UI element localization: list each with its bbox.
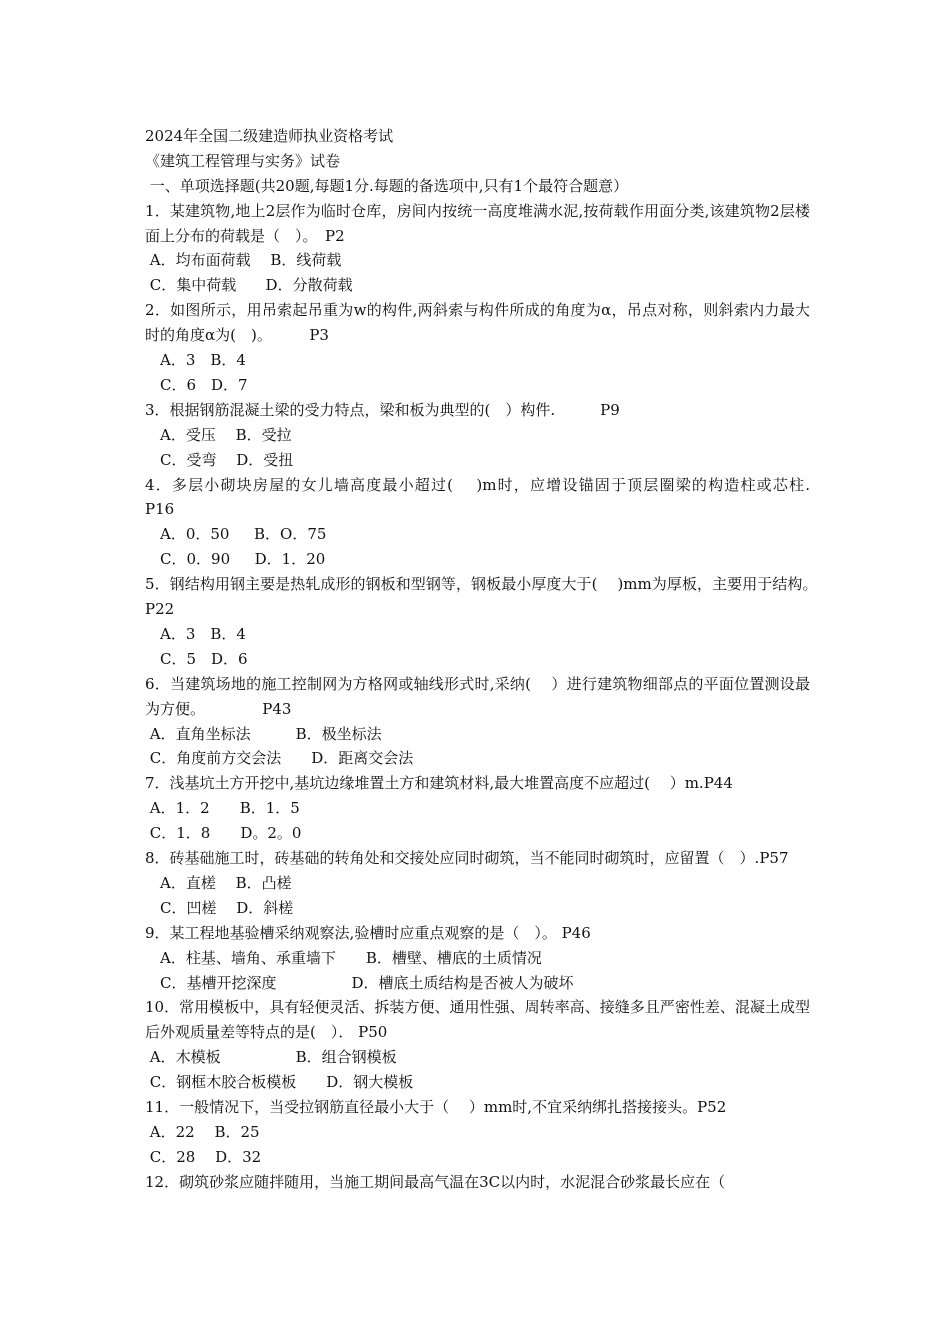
question-3-options-row-1: A．受压 B．受拉 — [145, 425, 292, 444]
question-7-options-row-2: C．1．8 D。2。0 — [145, 824, 302, 843]
question-11-options-row-2: C．28 D．32 — [145, 1147, 262, 1166]
question-1: 1．某建筑物,地上2层作为临时仓库，房间内按统一高度堆满水泥,按荷载作用面分类,该建筑物2层楼面上分布的荷载是（ ）。 P2 — [145, 201, 810, 245]
question-2: 2．如图所示，用吊索起吊重为w的构件,两斜索与构件所成的角度为α，吊点对称，则斜索内力最大时的角度α为( )。 P3 — [145, 301, 810, 345]
question-3-options-row-2: C．受弯 D．受扭 — [145, 450, 294, 469]
question-9-options-row-2: C．基槽开挖深度 D．槽底土质结构是否被人为破坏 — [145, 973, 574, 992]
question-2-options-row-1: A．3 B．4 — [145, 351, 246, 370]
question-11-options-row-1: A．22 B．25 — [145, 1122, 260, 1141]
question-6-options-row-2: C．角度前方交会法 D．距离交会法 — [145, 749, 414, 768]
question-1-options-row-2: C．集中荷载 D．分散荷载 — [145, 276, 353, 295]
question-4-options-row-2: C．0．90 D．1．20 — [145, 550, 326, 569]
question-8-options-row-1: A．直槎 B．凸槎 — [145, 873, 292, 892]
question-6: 6．当建筑场地的施工控制网为方格网或轴线形式时,采纳( ）进行建筑物细部点的平面位置测设最为方便。 P43 — [145, 674, 810, 718]
question-4: 4．多层小砌块房屋的女儿墙高度最小超过( )m时，应增设锚固于顶层圈梁的构造柱或芯柱. P16 — [145, 475, 856, 519]
question-5-options-row-2: C．5 D．6 — [145, 649, 248, 668]
document-body — [145, 124, 856, 1195]
question-6-options-row-1: A．直角坐标法 B．极坐标法 — [145, 724, 382, 743]
exam-title: 2024年全国二级建造师执业资格考试 — [145, 127, 394, 145]
question-3: 3．根据钢筋混凝土梁的受力特点，梁和板为典型的( ）构件. P9 — [145, 400, 620, 419]
question-2-options-row-2: C．6 D．7 — [145, 375, 248, 394]
question-11: 11．一般情况下，当受拉钢筋直径最小大于（ ）mm时,不宜采纳绑扎搭接接头。P52 — [145, 1097, 727, 1116]
question-7: 7．浅基坑土方开挖中,基坑边缘堆置土方和建筑材料,最大堆置高度不应超过( ）m.P44 — [145, 774, 733, 793]
paper-title: 《建筑工程管理与实务》试卷 — [145, 151, 341, 170]
question-10-options-row-1: A．木模板 B．组合钢模板 — [145, 1048, 397, 1067]
question-1-options-row-1: A．均布面荷载 B．线荷载 — [145, 251, 342, 270]
question-8-options-row-2: C．凹槎 D．斜槎 — [145, 898, 294, 917]
question-4-options-row-1: A．0．50 B．O．75 — [145, 525, 327, 544]
question-5: 5．钢结构用钢主要是热轧成形的钢板和型钢等，钢板最小厚度大于( )mm为厚板，主要用于结构。 P22 — [145, 575, 856, 619]
question-7-options-row-1: A．1．2 B．1．5 — [145, 799, 300, 818]
question-10-options-row-2: C．钢框木胶合板模板 D．钢大模板 — [145, 1073, 414, 1092]
section-heading: 一、单项选择题(共20题,每题1分.每题的备选项中,只有1个最符合题意） — [145, 176, 629, 195]
question-5-options-row-1: A．3 B．4 — [145, 624, 246, 643]
question-10: 10．常用模板中，具有轻便灵活、拆装方便、通用性强、周转率高、接缝多且严密性差、混凝土成型后外观质量差等特点的是( ）． P50 — [145, 998, 810, 1042]
question-8: 8．砖基础施工时，砖基础的转角处和交接处应同时砌筑，当不能同时砌筑时，应留置（ ）.P57 — [145, 849, 789, 868]
question-9-options-row-1: A．柱基、墙角、承重墙下 B．槽壁、槽底的土质情况 — [145, 948, 542, 967]
question-9: 9．某工程地基验槽采纳观察法,验槽时应重点观察的是（ ）。 P46 — [145, 923, 591, 942]
question-12: 12．砌筑砂浆应随拌随用，当施工期间最高气温在3C以内时，水泥混合砂浆最长应在（ — [145, 1172, 726, 1191]
